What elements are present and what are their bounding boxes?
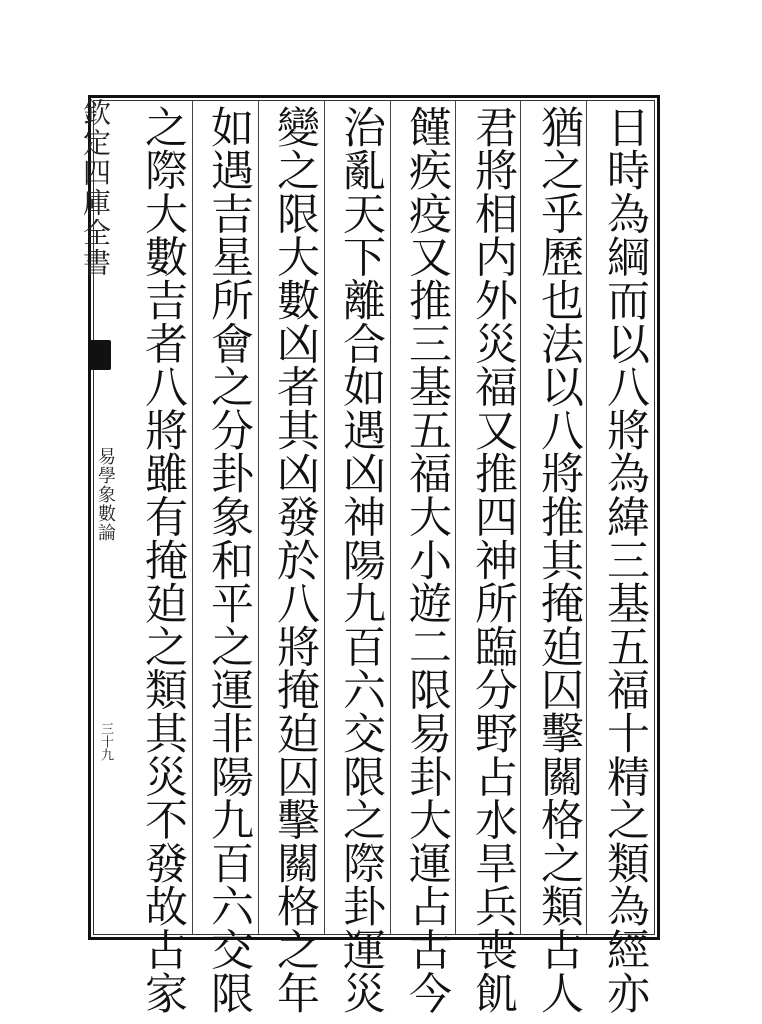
- column-rule: [390, 100, 391, 935]
- text-column-2: 猶之乎歷也法以八將推其掩廹囚擊關格之類占人: [534, 105, 584, 1015]
- text-column-6: 變之限大數凶者其凶發於八將掩廹囚擊關格之年: [270, 105, 320, 1015]
- collection-title: 欽定四庫全書: [79, 98, 112, 278]
- column-rule: [586, 100, 587, 935]
- column-rule: [324, 100, 325, 935]
- column-rule: [192, 100, 193, 935]
- book-title: 易學象數論: [95, 447, 116, 542]
- text-column-1: 日時為綱而以八將為緯三基五福十精之類為經亦: [600, 105, 650, 1015]
- text-column-4: 饉疾疫又推三基五福大小遊二限易卦大運占古今: [402, 105, 452, 1015]
- column-rule: [455, 100, 456, 935]
- column-rule: [258, 100, 259, 935]
- text-column-8: 之際大數吉者八將雖有掩廹之類其災不發故占家: [138, 105, 188, 1015]
- page-number: 三十九: [98, 722, 113, 761]
- fish-tail-mark: [89, 340, 111, 370]
- text-column-3: 君將相内外災福又推四神所臨分野占水旱兵喪飢: [468, 105, 518, 1015]
- column-rule: [520, 100, 521, 935]
- text-column-5: 治亂天下離合如遇凶神陽九百六交限之際卦運災: [336, 105, 386, 1015]
- text-column-7: 如遇吉星所會之分卦象和平之運非陽九百六交限: [204, 105, 254, 1015]
